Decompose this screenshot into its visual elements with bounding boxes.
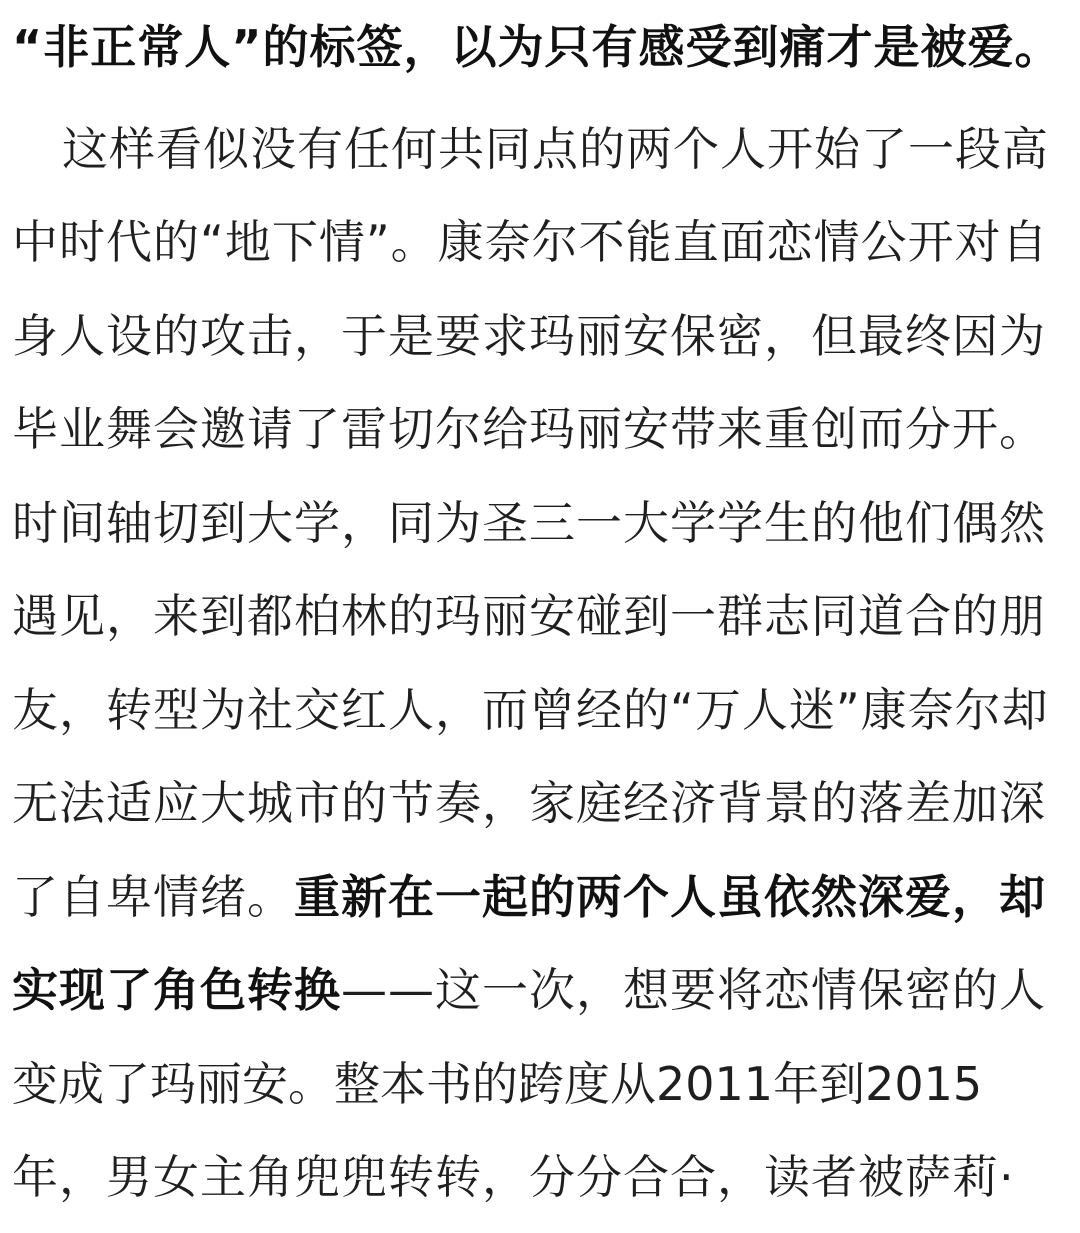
line-text: 中时代的“地下情”。康奈尔不能直面恋情公开对自 bbox=[12, 215, 1049, 269]
line-text: 这样看似没有任何共同点的两个人开始了一段高 bbox=[62, 122, 1049, 176]
bold-text: 实现了角色转换 bbox=[12, 963, 341, 1017]
text-line-9 bbox=[12, 756, 1072, 850]
line-text: 时间轴切到大学，同为圣三一大学学生的他们偶然 bbox=[12, 496, 1046, 550]
line-text: 年，男女主角兜兜转转，分分合合，读者被萨莉· bbox=[12, 1150, 1015, 1204]
line-text: 身人设的攻击，于是要求玛丽安保密，但最终因为 bbox=[12, 309, 1046, 363]
text-line-6 bbox=[12, 476, 1072, 570]
text-line-5 bbox=[12, 382, 1072, 476]
text-line-8 bbox=[12, 663, 1072, 757]
text-line-12 bbox=[12, 1037, 1072, 1131]
line-text: 遇见，来到都柏林的玛丽安碰到一群志同道合的朋 bbox=[12, 589, 1046, 643]
text-line-1 bbox=[12, 0, 1072, 94]
line-text: 无法适应大城市的节奏，家庭经济背景的落差加深 bbox=[12, 776, 1046, 830]
line-text: 变成了玛丽安。整本书的跨度从2011年到2015 bbox=[12, 1057, 983, 1111]
text-line-7 bbox=[12, 569, 1072, 663]
text-line-3 bbox=[12, 195, 1072, 289]
line-text: 毕业舞会邀请了雷切尔给玛丽安带来重创而分开。 bbox=[12, 402, 1046, 456]
text-line-13 bbox=[12, 1130, 1072, 1224]
line-text: 友，转型为社交红人，而曾经的“万人迷”康奈尔却 bbox=[12, 683, 1049, 737]
text-line-4 bbox=[12, 289, 1072, 383]
line-text: ——这一次，想要将恋情保密的人 bbox=[341, 963, 1046, 1017]
text-line-11 bbox=[12, 943, 1072, 1037]
bold-text: “非正常人”的标签，以为只有感受到痛才是被爱。 bbox=[12, 20, 1062, 74]
line-text: 了自卑情绪。 bbox=[12, 870, 294, 924]
text-line-10 bbox=[12, 850, 1072, 944]
text-line-2 bbox=[12, 102, 1080, 196]
bold-text: 重新在一起的两个人虽依然深爱，却 bbox=[294, 870, 1046, 924]
